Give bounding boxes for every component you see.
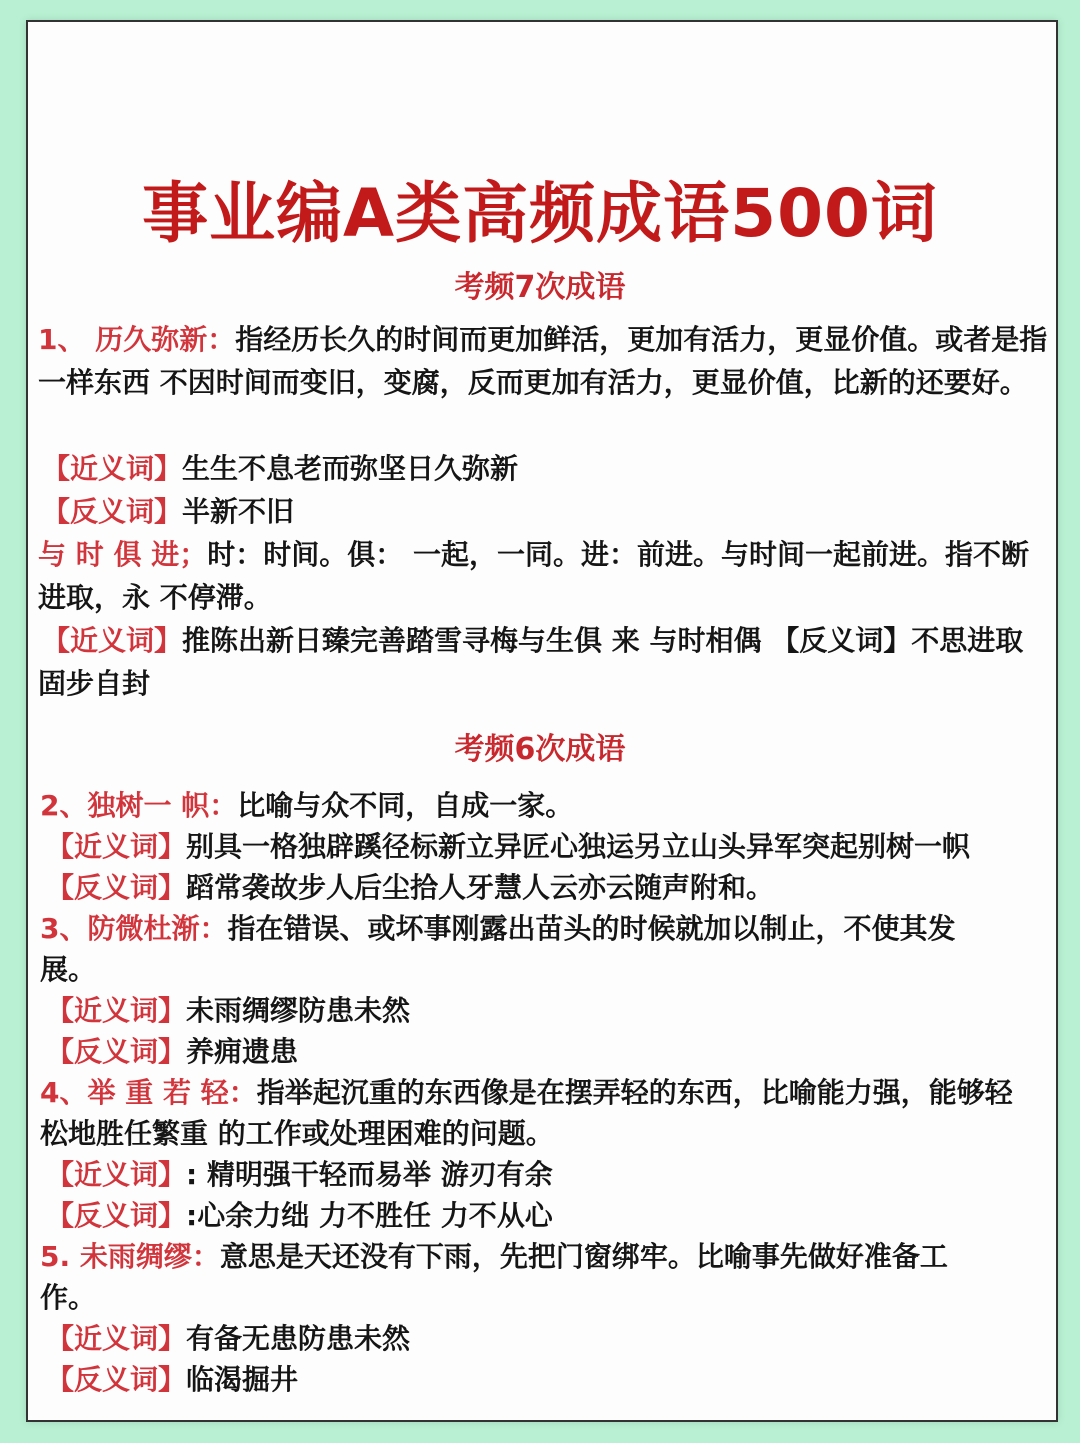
antonym-tag: 【反义词】 (46, 1363, 187, 1396)
entry-3-ant: 养痈遗患 (186, 1035, 299, 1068)
entry-4-syn: : 精明强干轻而易举 游刃有余 (186, 1158, 553, 1191)
antonym-tag: 【反义词】 (42, 495, 183, 528)
synonym-tag: 【近义词】 (42, 452, 183, 485)
entry-1b-definition (38, 533, 1048, 619)
entry-1b-head: 与 时 俱 进； (38, 538, 208, 571)
entry-1-head: 1、 历久弥新： (38, 323, 236, 356)
section-heading-freq-7: 考频7次成语 (454, 270, 626, 305)
entry-5-syn: 有备无患防患未然 (186, 1322, 411, 1355)
synonym-tag: 【近义词】 (42, 624, 183, 657)
entry-5-synonyms (46, 1318, 1006, 1359)
section-heading-freq-6: 考频6次成语 (454, 732, 626, 767)
entry-1-synonyms (42, 447, 1052, 490)
entry-4-synonyms (46, 1154, 1006, 1195)
entry-1b-syn: 推陈出新日臻完善踏雪寻梅与生俱 来 与时相偶 【反义词】不思进取 固步自封 (38, 624, 1024, 700)
synonym-tag: 【近义词】 (46, 830, 187, 863)
entry-4-definition (40, 1072, 1020, 1154)
entry-1-ant: 半新不旧 (182, 495, 295, 528)
entry-2-syn: 别具一格独辟蹊径标新立异匠心独运另立山头异军突起别树一帜 (186, 830, 971, 863)
entry-2-definition (40, 785, 1000, 826)
entry-3-definition (40, 908, 990, 990)
entry-3-head: 3、防微杜渐： (40, 912, 228, 945)
entry-2-head: 2、独树一 帜： (40, 789, 238, 822)
entry-3-antonyms (46, 1031, 1006, 1072)
entry-5-ant: 临渴掘井 (186, 1363, 299, 1396)
entry-4-def: 指举起沉重的东西像是在摆弄轻的东西，比喻能力强，能够轻松地胜任繁重 的工作或处理困难的问题。 (40, 1076, 1013, 1150)
entry-3-syn: 未雨绸缪防患未然 (186, 994, 411, 1027)
entry-1-syn: 生生不息老而弥坚日久弥新 (182, 452, 519, 485)
entry-5-definition (40, 1236, 980, 1318)
entry-1-antonyms (42, 490, 1052, 533)
entry-5-def: 意思是天还没有下雨，先把门窗绑牢。比喻事先做好准备工作。 (40, 1240, 948, 1314)
synonym-tag: 【近义词】 (46, 994, 187, 1027)
entry-5-antonyms (46, 1359, 1006, 1400)
entry-1b-def: 时：时间。俱： 一起，一同。进：前进。与时间一起前进。指不断进取，永 不停滞。 (38, 538, 1030, 614)
entry-5-head: 5. 未雨绸缪： (40, 1240, 220, 1273)
entry-1-definition (38, 318, 1048, 404)
antonym-tag: 【反义词】 (46, 1199, 187, 1232)
synonym-tag: 【近义词】 (46, 1322, 187, 1355)
entry-4-ant: :心余力绌 力不胜任 力不从心 (186, 1199, 553, 1232)
entry-4-head: 4、举 重 若 轻： (40, 1076, 257, 1109)
entry-2-synonyms (46, 826, 1026, 867)
entry-1-def: 指经历长久的时间而更加鲜活，更加有活力，更显价值。或者是指一样东西 不因时间而变旧，变腐，反而更加有活力，更显价值，比新的还要好。 (38, 323, 1048, 399)
entry-2-antonyms (46, 867, 1006, 908)
entry-4-antonyms (46, 1195, 1006, 1236)
entry-2-ant: 蹈常袭故步人后尘拾人牙慧人云亦云随声附和。 (186, 871, 775, 904)
entry-3-synonyms (46, 990, 1006, 1031)
entry-1b-synonyms (38, 619, 1048, 705)
entry-3-def: 指在错误、或坏事刚露出苗头的时候就加以制止，不使其发展。 (40, 912, 956, 986)
page-title: 事业编A类高频成语500词 (142, 175, 938, 252)
entry-2-def: 比喻与众不同，自成一家。 (237, 789, 574, 822)
antonym-tag: 【反义词】 (46, 871, 187, 904)
synonym-tag: 【近义词】 (46, 1158, 187, 1191)
antonym-tag: 【反义词】 (46, 1035, 187, 1068)
